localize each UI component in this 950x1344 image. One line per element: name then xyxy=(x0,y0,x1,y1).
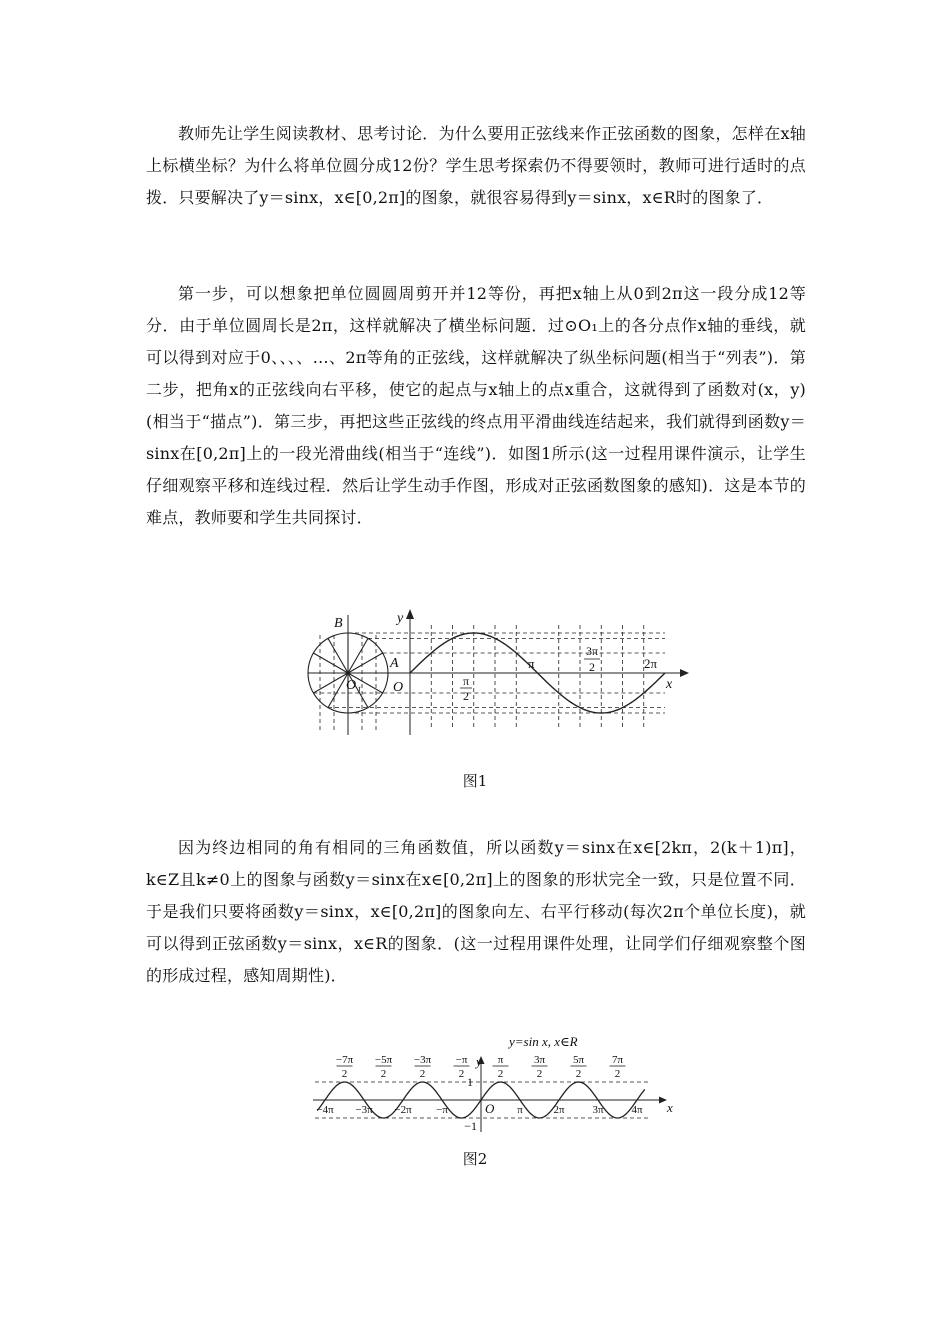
fig2-half-tick-num: −3π xyxy=(413,1054,432,1066)
fig2-title: y=sin x, x∈R xyxy=(509,1034,578,1049)
fig2-x-arrow xyxy=(659,1097,667,1104)
fig1-label-3pi2-den: 2 xyxy=(589,660,595,674)
fig2-half-tick-num: 7π xyxy=(611,1054,624,1066)
fig1-label-3pi2-num: 3π xyxy=(585,644,599,658)
fig2-half-tick-num: 5π xyxy=(572,1054,585,1066)
fig1-label-2pi: 2π xyxy=(644,656,658,671)
fig2-half-tick-den: 2 xyxy=(614,1068,621,1080)
fig2-int-tick-label: 3π xyxy=(592,1104,604,1116)
fig1-label-A: A xyxy=(390,656,399,671)
fig2-label-y: y xyxy=(476,1054,482,1069)
fig1-label-x: x xyxy=(666,677,673,692)
fig2-int-tick-label: −π xyxy=(436,1104,448,1116)
fig2-half-tick-num: −5π xyxy=(374,1054,393,1066)
paragraph-1: 教师先让学生阅读教材、思考讨论．为什么要用正弦线来作正弦函数的图象，怎样在x轴上标横坐标？为什么将单位圆分成12份？学生思考探索仍不得要领时，教师可进行适时的点拨．只要解决了y＝sinx，x∈[0,2π]的图象，就很容易得到y＝sinx，x∈R时的图象了． xyxy=(146,124,806,207)
fig1-x-arrow xyxy=(680,669,689,677)
fig1-y-arrow xyxy=(406,609,414,619)
fig2-half-tick-den: 2 xyxy=(458,1068,465,1080)
fig1-label-O: O xyxy=(393,680,404,695)
figure-1-sine-construction xyxy=(300,605,690,740)
fig2-half-tick-den: 2 xyxy=(497,1068,504,1080)
paragraph-3: 因为终边相同的角有相同的三角函数值，所以函数y＝sinx在x∈[2kπ，2(k＋1)π]，k∈Z且k≠0上的图象与函数y＝sinx在x∈[0,2π]上的图象的形状完全一致，只是位置不同．于是我们只要将函数y＝sinx，x∈[0,2π]的图象向左、右平行移动(每次2π个单位长度)，就可以得到正弦函数y＝sinx，x∈R的图象．(这一过程用课件处理，让同学们仔细观察整个图的形成过程，感知周期性)． xyxy=(146,838,806,985)
fig2-label-one: 1 xyxy=(467,1075,473,1089)
fig2-label-origin: O xyxy=(485,1101,495,1116)
fig2-label-x: x xyxy=(667,1100,673,1115)
fig1-label-B: B xyxy=(334,616,343,631)
fig2-half-tick-num: π xyxy=(497,1054,504,1066)
paragraph-2: 第一步，可以想象把单位圆圆周剪开并12等份，再把x轴上从0到2π这一段分成12等分．由于单位圆周长是2π，这样就解决了横坐标问题．过⊙O₁上的各分点作x轴的垂线，就可以得到对应于0、、、、…、2π等角的正弦线，这样就解决了纵坐标问题(相当于“列表”)．第二步，把角x的正弦线向右平移，使它的起点与x轴上的点x重合，这就得到了函数对(x，y)(相当于“描点”)．第三步，再把这些正弦线的终点用平滑曲线连结起来，我们就得到函数y＝sinx在[0,2π]上的一段光滑曲线(相当于“连线”)．如图1所示(这一过程用课件演示，让学生仔细观察平移和连线过程．然后让学生动手作图，形成对正弦函数图象的感知)．这是本节的难点，教师要和学生共同探讨． xyxy=(146,284,806,527)
fig2-int-tick-label: 4π xyxy=(631,1104,643,1116)
fig2-half-tick-num: −π xyxy=(455,1054,468,1066)
fig2-label-neg-one: −1 xyxy=(464,1119,477,1133)
fig2-half-tick-num: −7π xyxy=(335,1054,354,1066)
figure-2-sine-graph xyxy=(305,1032,677,1136)
fig2-int-tick-label: −2π xyxy=(394,1104,412,1116)
fig2-half-tick-den: 2 xyxy=(419,1068,426,1080)
fig2-half-tick-den: 2 xyxy=(380,1068,387,1080)
fig2-int-tick-label: 2π xyxy=(553,1104,565,1116)
fig1-label-y: y xyxy=(397,611,404,626)
fig1-label-O1-sub: 1 xyxy=(357,685,362,695)
fig1-label-pi2-num: π xyxy=(462,674,470,688)
fig2-half-tick-den: 2 xyxy=(536,1068,543,1080)
fig1-label-pi2-den: 2 xyxy=(463,689,469,703)
fig2-half-tick-den: 2 xyxy=(575,1068,582,1080)
fig2-half-tick-den: 2 xyxy=(341,1068,348,1080)
fig2-half-tick-num: 3π xyxy=(533,1054,546,1066)
figure-1-caption: 图1 xyxy=(462,772,488,790)
fig1-label-O1: O xyxy=(346,678,357,693)
fig2-int-tick-label: π xyxy=(517,1104,523,1116)
fig2-int-tick-label: −4π xyxy=(316,1104,334,1116)
fig1-label-pi: π xyxy=(528,656,535,671)
figure-2-caption: 图2 xyxy=(462,1150,488,1168)
fig2-int-tick-label: −3π xyxy=(355,1104,373,1116)
